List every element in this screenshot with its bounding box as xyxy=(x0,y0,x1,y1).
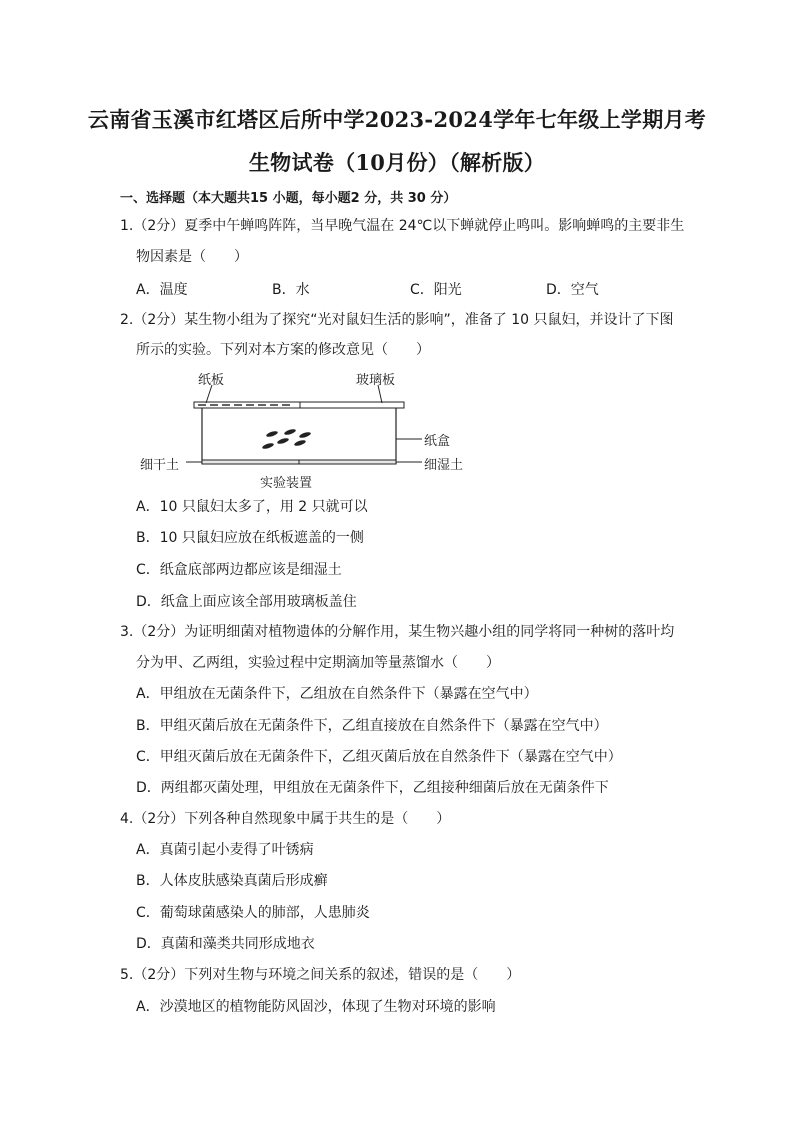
question-3-option-b[interactable]: B．甲组灭菌后放在无菌条件下，乙组直接放在自然条件下（暴露在空气中） xyxy=(136,718,608,734)
question-3-option-a[interactable]: A．甲组放在无菌条件下，乙组放在自然条件下（暴露在空气中） xyxy=(136,686,538,702)
label-paper-board: 纸板 xyxy=(198,373,225,388)
woodlouse xyxy=(294,439,307,447)
woodlouse xyxy=(262,442,275,450)
woodlouse xyxy=(266,430,279,438)
exam-title-line1: 云南省玉溪市红塔区后所中学2023-2024学年七年级上学期月考 xyxy=(87,107,707,132)
question-4-option-a[interactable]: A．真菌引起小麦得了叶锈病 xyxy=(136,842,314,858)
question-3-option-d[interactable]: D．两组都灭菌处理，甲组放在无菌条件下，乙组接种细菌后放在无菌条件下 xyxy=(136,780,609,796)
question-5-option-a[interactable]: A．沙漠地区的植物能防风固沙，体现了生物对环境的影响 xyxy=(136,999,496,1015)
question-4-option-d[interactable]: D．真菌和藻类共同形成地衣 xyxy=(136,936,315,952)
label-paper-box: 纸盒 xyxy=(424,434,451,449)
question-1-option-d[interactable]: D．空气 xyxy=(546,282,599,298)
woodlouse xyxy=(277,437,290,445)
question-3-option-c[interactable]: C．甲组灭菌后放在无菌条件下，乙组灭菌后放在自然条件下（暴露在空气中） xyxy=(136,749,622,765)
question-1-option-a[interactable]: A．温度 xyxy=(136,282,188,298)
question-4-stem-line1: 4.（2分）下列各种自然现象中属于共生的是（ ） xyxy=(120,811,451,827)
exam-title-line2: 生物试卷（10月份）（解析版） xyxy=(248,150,546,175)
question-1-stem-line2: 物因素是（ ） xyxy=(136,249,248,265)
question-4-option-c[interactable]: C．葡萄球菌感染人的肺部，人患肺炎 xyxy=(136,905,370,921)
label-dry-soil: 细干土 xyxy=(140,458,180,473)
figure-caption: 实验装置 xyxy=(260,476,313,491)
question-2-stem-line2: 所示的实验。下列对本方案的修改意见（ ） xyxy=(136,342,430,358)
woodlice-group xyxy=(262,428,312,450)
question-1-options xyxy=(136,279,656,299)
question-2-stem-line1: 2.（2分）某生物小组为了探究“光对鼠妇生活的影响”，准备了 10 只鼠妇，并设计了下图 xyxy=(120,312,674,328)
glass-board-shape xyxy=(300,402,404,408)
question-1-stem-line1: 1.（2分）夏季中午蝉鸣阵阵，当早晚气温在 24℃以下蝉就停止鸣叫。影响蝉鸣的主要非生 xyxy=(120,218,685,234)
label-wet-soil: 细湿土 xyxy=(424,458,464,473)
question-2-option-c[interactable]: C．纸盒底部两边都应该是细湿土 xyxy=(136,562,342,578)
question-2-option-d[interactable]: D．纸盒上面应该全部用玻璃板盖住 xyxy=(136,594,357,610)
question-4-option-b[interactable]: B．人体皮肤感染真菌后形成癣 xyxy=(136,873,328,889)
section-heading: 一、选择题（本大题共15 小题，每小题2 分，共 30 分） xyxy=(120,191,457,206)
question-1-option-c[interactable]: C．阳光 xyxy=(410,282,462,298)
experiment-apparatus-figure xyxy=(140,366,480,490)
question-5-stem-line1: 5.（2分）下列对生物与环境之间关系的叙述，错误的是（ ） xyxy=(120,967,521,983)
question-1-option-b[interactable]: B．水 xyxy=(272,282,310,298)
question-2-option-a[interactable]: A．10 只鼠妇太多了，用 2 只就可以 xyxy=(136,499,368,515)
woodlouse xyxy=(284,428,297,436)
woodlouse xyxy=(299,431,312,439)
question-3-stem-line2: 分为甲、乙两组，实验过程中定期滴加等量蒸馏水（ ） xyxy=(136,655,500,671)
label-glass-board: 玻璃板 xyxy=(356,373,396,388)
question-3-stem-line1: 3.（2分）为证明细菌对植物遗体的分解作用，某生物兴趣小组的同学将同一种树的落叶均 xyxy=(120,624,675,640)
question-2-option-b[interactable]: B．10 只鼠妇应放在纸板遮盖的一侧 xyxy=(136,530,364,546)
